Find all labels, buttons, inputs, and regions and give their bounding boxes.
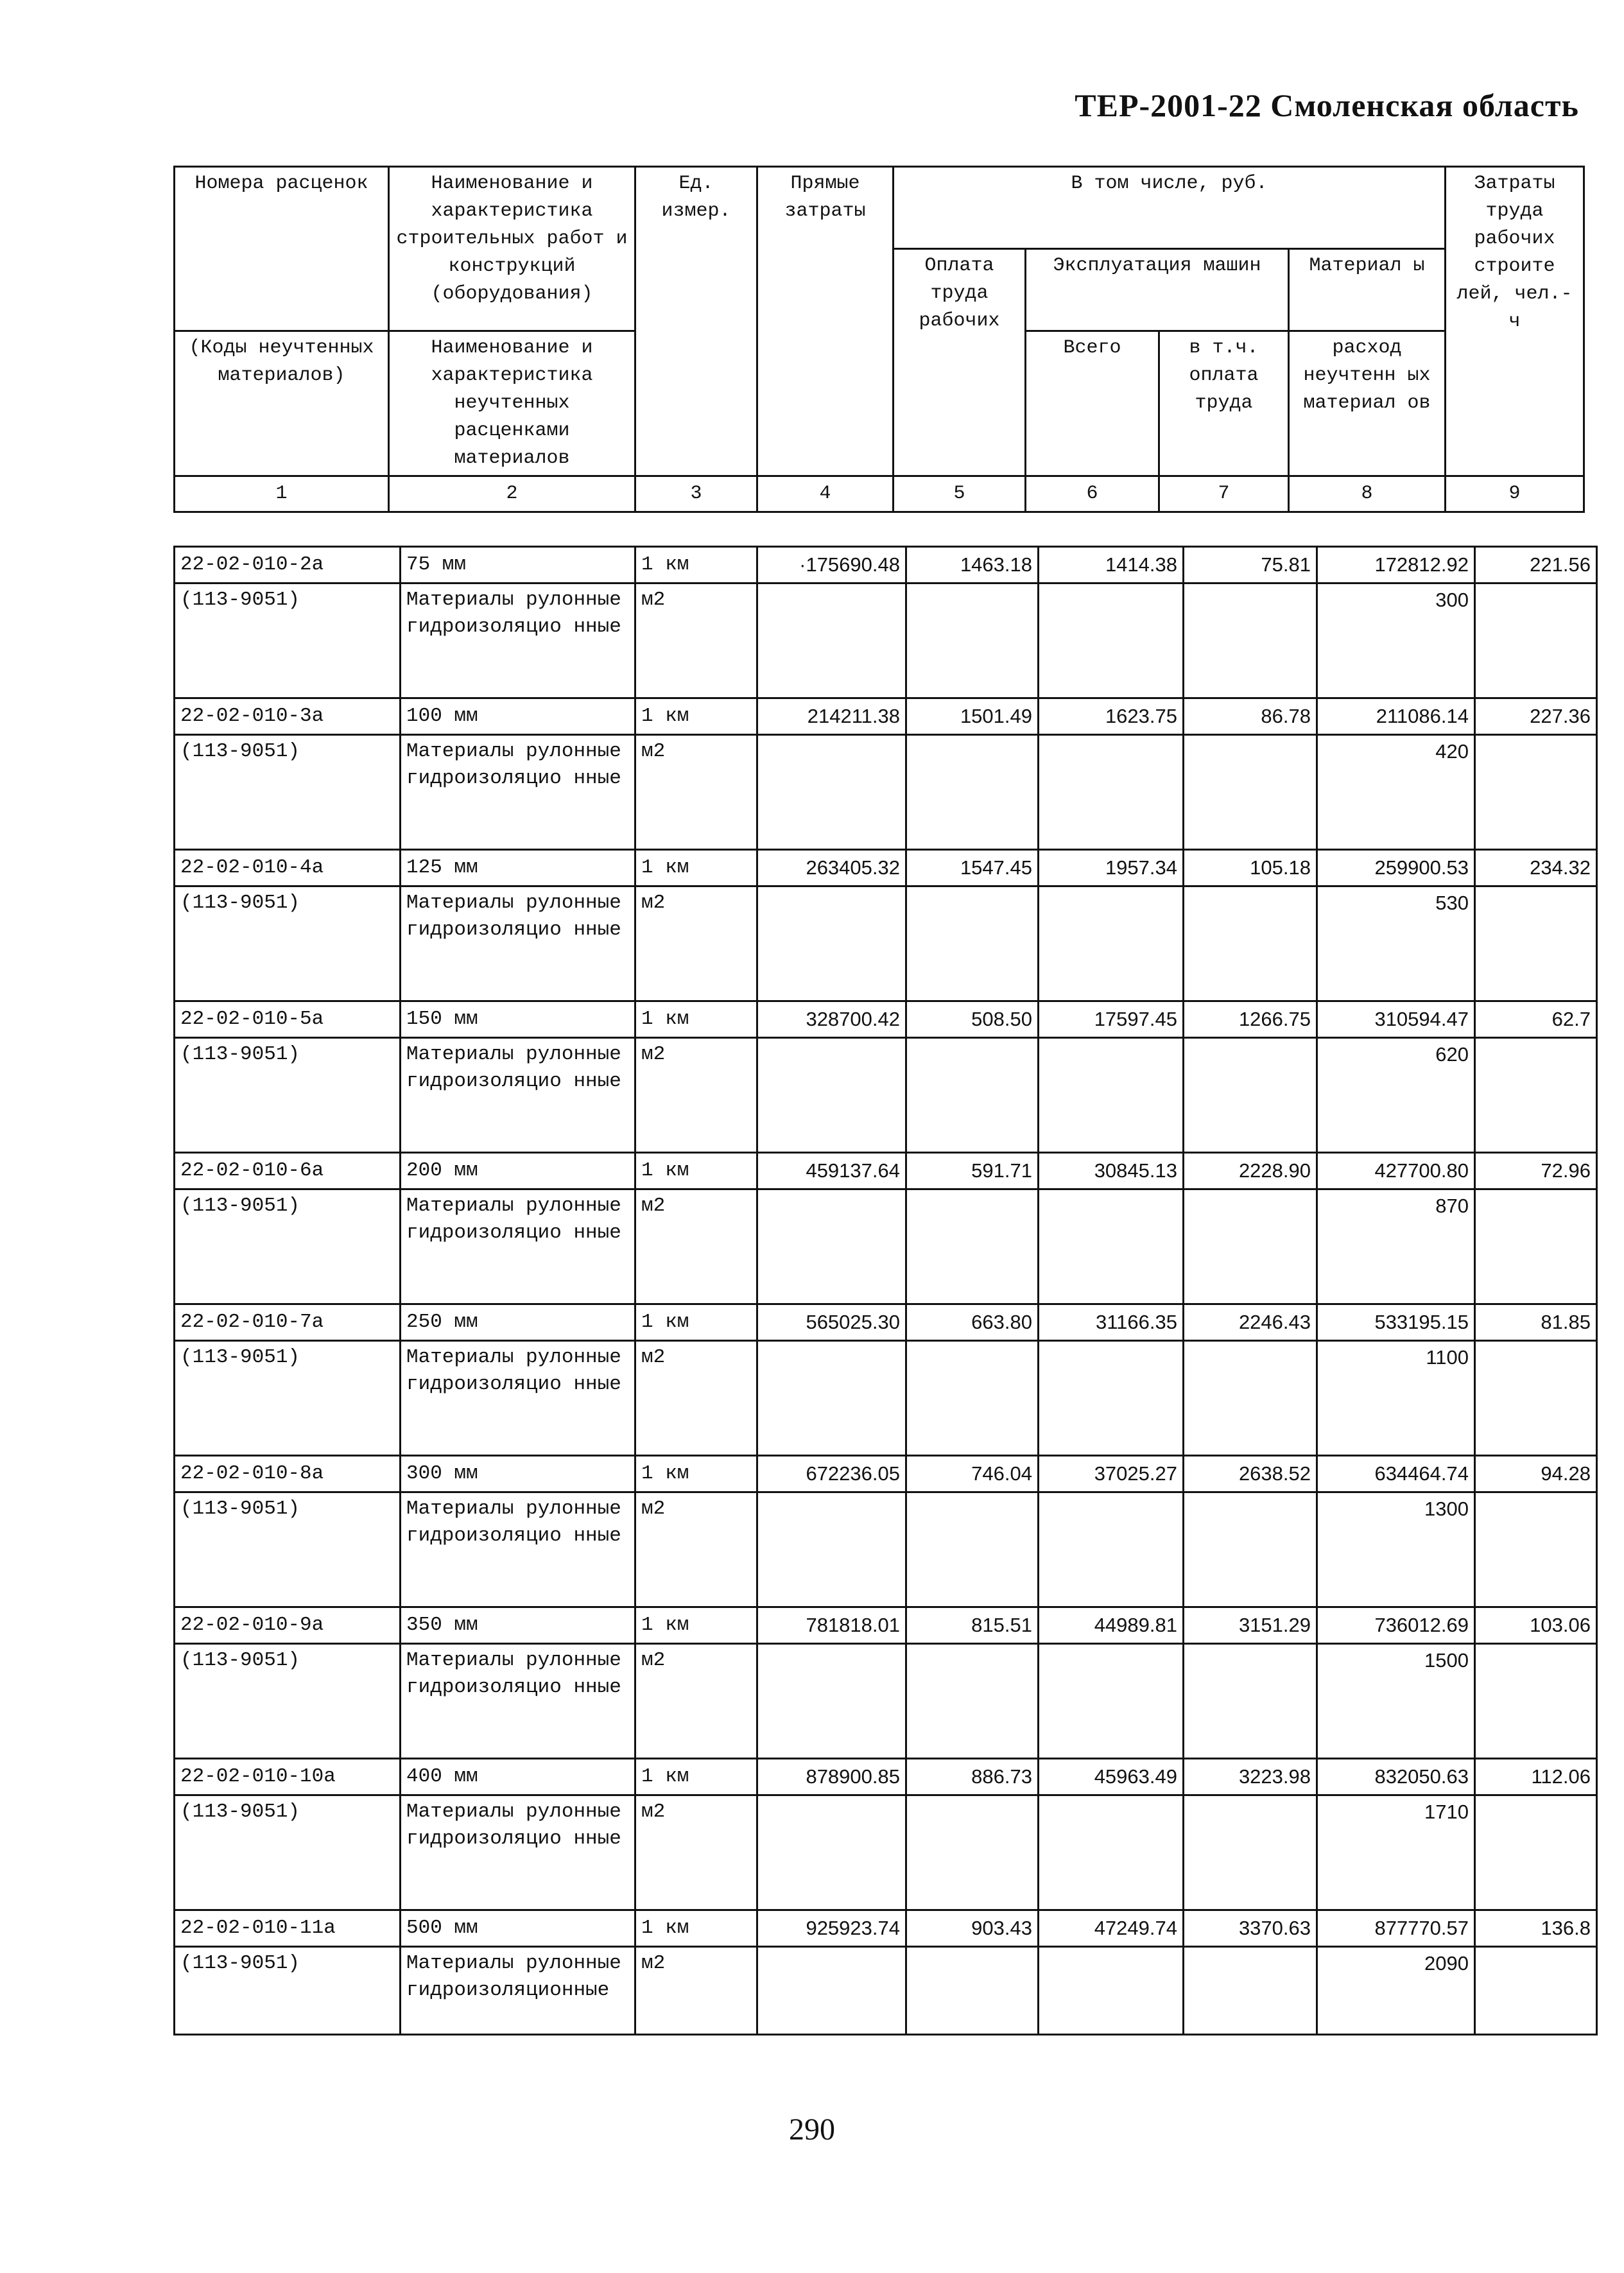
work-name: 400 мм <box>401 1759 635 1795</box>
machines-labor: 2228.90 <box>1184 1153 1317 1189</box>
material-row <box>175 1795 1597 1910</box>
labor-pay: 1501.49 <box>906 698 1039 735</box>
machines-total: 1414.38 <box>1039 547 1184 583</box>
direct-costs: 263405.32 <box>757 850 906 886</box>
header-machines: Эксплуатация машин <box>1026 249 1289 331</box>
empty-cell <box>906 1644 1039 1759</box>
labor-hours: 81.85 <box>1475 1304 1597 1341</box>
materials-cost: 736012.69 <box>1317 1607 1475 1644</box>
header-material-codes: (Коды неучтенных материалов) <box>175 331 389 476</box>
material-quantity: 1300 <box>1317 1492 1475 1607</box>
header-unaccounted-materials: расход неучтенн ых материал ов <box>1289 331 1446 476</box>
direct-costs: 925923.74 <box>757 1910 906 1947</box>
table-row <box>175 1304 1597 1341</box>
material-name: Материалы рулонные гидроизоляцио нные <box>401 1492 635 1607</box>
empty-cell <box>1184 886 1317 1001</box>
material-unit: м2 <box>635 1189 757 1304</box>
direct-costs: 781818.01 <box>757 1607 906 1644</box>
empty-cell <box>1184 1644 1317 1759</box>
work-name: 500 мм <box>401 1910 635 1947</box>
empty-cell <box>1039 1189 1184 1304</box>
labor-pay: 903.43 <box>906 1910 1039 1947</box>
material-row <box>175 1644 1597 1759</box>
materials-cost: 172812.92 <box>1317 547 1475 583</box>
empty-cell <box>906 1492 1039 1607</box>
material-quantity: 1710 <box>1317 1795 1475 1910</box>
material-quantity: 870 <box>1317 1189 1475 1304</box>
material-unit: м2 <box>635 1492 757 1607</box>
material-row <box>175 1341 1597 1456</box>
empty-cell <box>906 735 1039 850</box>
rates-table <box>173 546 1598 2035</box>
machines-labor: 3151.29 <box>1184 1607 1317 1644</box>
material-unit: м2 <box>635 1795 757 1910</box>
work-name: 200 мм <box>401 1153 635 1189</box>
empty-cell <box>1039 1947 1184 2035</box>
rate-code: 22-02-010-2а <box>175 547 401 583</box>
labor-pay: 1463.18 <box>906 547 1039 583</box>
labor-pay: 1547.45 <box>906 850 1039 886</box>
material-name: Материалы рулонные гидроизоляцио нные <box>401 735 635 850</box>
direct-costs: ·175690.48 <box>757 547 906 583</box>
empty-cell <box>1039 1644 1184 1759</box>
materials-cost: 427700.80 <box>1317 1153 1475 1189</box>
empty-cell <box>1184 1189 1317 1304</box>
material-code: (113-9051) <box>175 1644 401 1759</box>
table-row <box>175 850 1597 886</box>
material-row <box>175 1947 1597 2035</box>
labor-hours: 112.06 <box>1475 1759 1597 1795</box>
unit: 1 км <box>635 1456 757 1492</box>
labor-hours: 234.32 <box>1475 850 1597 886</box>
empty-cell <box>1039 1492 1184 1607</box>
empty-cell <box>906 1795 1039 1910</box>
machines-total: 47249.74 <box>1039 1910 1184 1947</box>
header-labor-hours: Затраты труда рабочих строите лей, чел.-ч <box>1446 167 1584 476</box>
empty-cell <box>757 1947 906 2035</box>
machines-labor: 2246.43 <box>1184 1304 1317 1341</box>
empty-cell <box>1039 583 1184 698</box>
machines-total: 1957.34 <box>1039 850 1184 886</box>
column-number: 1 <box>175 476 389 512</box>
unit: 1 км <box>635 1607 757 1644</box>
empty-cell <box>1039 886 1184 1001</box>
material-code: (113-9051) <box>175 1189 401 1304</box>
direct-costs: 459137.64 <box>757 1153 906 1189</box>
work-name: 125 мм <box>401 850 635 886</box>
empty-cell <box>906 1341 1039 1456</box>
material-row <box>175 886 1597 1001</box>
unit: 1 км <box>635 547 757 583</box>
machines-labor: 3370.63 <box>1184 1910 1317 1947</box>
machines-labor: 2638.52 <box>1184 1456 1317 1492</box>
material-code: (113-9051) <box>175 1947 401 2035</box>
empty-cell <box>757 1795 906 1910</box>
empty-cell <box>1475 1492 1597 1607</box>
labor-pay: 886.73 <box>906 1759 1039 1795</box>
material-code: (113-9051) <box>175 1492 401 1607</box>
empty-cell <box>757 583 906 698</box>
unit: 1 км <box>635 1001 757 1038</box>
rate-code: 22-02-010-9а <box>175 1607 401 1644</box>
column-number: 7 <box>1159 476 1289 512</box>
labor-pay: 815.51 <box>906 1607 1039 1644</box>
direct-costs: 878900.85 <box>757 1759 906 1795</box>
material-quantity: 420 <box>1317 735 1475 850</box>
work-name: 300 мм <box>401 1456 635 1492</box>
material-unit: м2 <box>635 1038 757 1153</box>
header-materials: Материал ы <box>1289 249 1446 331</box>
material-unit: м2 <box>635 735 757 850</box>
material-code: (113-9051) <box>175 886 401 1001</box>
header-machines-labor: в т.ч. оплата труда <box>1159 331 1289 476</box>
material-row <box>175 583 1597 698</box>
labor-pay: 508.50 <box>906 1001 1039 1038</box>
table-row <box>175 698 1597 735</box>
machines-total: 1623.75 <box>1039 698 1184 735</box>
work-name: 150 мм <box>401 1001 635 1038</box>
machines-total: 31166.35 <box>1039 1304 1184 1341</box>
header-material-name: Наименование и характеристика неучтенных расценками материалов <box>389 331 635 476</box>
material-quantity: 2090 <box>1317 1947 1475 2035</box>
empty-cell <box>1039 735 1184 850</box>
material-code: (113-9051) <box>175 735 401 850</box>
table-header <box>173 166 1585 513</box>
empty-cell <box>1475 1644 1597 1759</box>
material-row <box>175 1492 1597 1607</box>
column-number: 2 <box>389 476 635 512</box>
material-row <box>175 1189 1597 1304</box>
header-unit: Ед. измер. <box>635 167 757 476</box>
header-machines-total: Всего <box>1026 331 1159 476</box>
rate-code: 22-02-010-3а <box>175 698 401 735</box>
empty-cell <box>757 1644 906 1759</box>
direct-costs: 672236.05 <box>757 1456 906 1492</box>
labor-hours: 221.56 <box>1475 547 1597 583</box>
material-quantity: 1500 <box>1317 1644 1475 1759</box>
empty-cell <box>1184 735 1317 850</box>
empty-cell <box>1184 1341 1317 1456</box>
column-number: 9 <box>1446 476 1584 512</box>
header-work-name: Наименование и характеристика строительных работ и конструкций (оборудования) <box>389 167 635 331</box>
header-labor-pay: Оплата труда рабочих <box>894 249 1026 476</box>
empty-cell <box>757 1189 906 1304</box>
labor-hours: 72.96 <box>1475 1153 1597 1189</box>
material-unit: м2 <box>635 1341 757 1456</box>
empty-cell <box>906 1189 1039 1304</box>
machines-total: 30845.13 <box>1039 1153 1184 1189</box>
table-row <box>175 1001 1597 1038</box>
materials-cost: 634464.74 <box>1317 1456 1475 1492</box>
material-quantity: 620 <box>1317 1038 1475 1153</box>
material-unit: м2 <box>635 886 757 1001</box>
labor-hours: 62.7 <box>1475 1001 1597 1038</box>
rate-code: 22-02-010-6а <box>175 1153 401 1189</box>
empty-cell <box>1475 1795 1597 1910</box>
machines-labor: 105.18 <box>1184 850 1317 886</box>
work-name: 250 мм <box>401 1304 635 1341</box>
empty-cell <box>757 1038 906 1153</box>
direct-costs: 214211.38 <box>757 698 906 735</box>
unit: 1 км <box>635 1153 757 1189</box>
materials-cost: 310594.47 <box>1317 1001 1475 1038</box>
table-row <box>175 1607 1597 1644</box>
work-name: 75 мм <box>401 547 635 583</box>
labor-hours: 103.06 <box>1475 1607 1597 1644</box>
empty-cell <box>757 1492 906 1607</box>
empty-cell <box>757 886 906 1001</box>
material-unit: м2 <box>635 1947 757 2035</box>
table-row <box>175 1910 1597 1947</box>
machines-total: 17597.45 <box>1039 1001 1184 1038</box>
machines-total: 45963.49 <box>1039 1759 1184 1795</box>
materials-cost: 877770.57 <box>1317 1910 1475 1947</box>
material-name: Материалы рулонные гидроизоляцио нные <box>401 886 635 1001</box>
material-code: (113-9051) <box>175 1795 401 1910</box>
empty-cell <box>1184 583 1317 698</box>
empty-cell <box>1475 1947 1597 2035</box>
material-name: Материалы рулонные гидроизоляцио нные <box>401 1795 635 1910</box>
work-name: 100 мм <box>401 698 635 735</box>
labor-hours: 227.36 <box>1475 698 1597 735</box>
table-row <box>175 1456 1597 1492</box>
material-code: (113-9051) <box>175 1038 401 1153</box>
machines-total: 44989.81 <box>1039 1607 1184 1644</box>
material-name: Материалы рулонные гидроизоляцио нные <box>401 1644 635 1759</box>
empty-cell <box>906 1038 1039 1153</box>
rate-code: 22-02-010-8а <box>175 1456 401 1492</box>
direct-costs: 565025.30 <box>757 1304 906 1341</box>
document-title: ТЕР-2001-22 Смоленская область <box>1075 87 1579 123</box>
materials-cost: 832050.63 <box>1317 1759 1475 1795</box>
machines-labor: 3223.98 <box>1184 1759 1317 1795</box>
table-row <box>175 547 1597 583</box>
empty-cell <box>1184 1492 1317 1607</box>
material-name: Материалы рулонные гидроизоляционные <box>401 1947 635 2035</box>
materials-cost: 533195.15 <box>1317 1304 1475 1341</box>
labor-pay: 746.04 <box>906 1456 1039 1492</box>
material-unit: м2 <box>635 1644 757 1759</box>
unit: 1 км <box>635 1759 757 1795</box>
labor-hours: 94.28 <box>1475 1456 1597 1492</box>
column-number: 5 <box>894 476 1026 512</box>
material-code: (113-9051) <box>175 1341 401 1456</box>
material-code: (113-9051) <box>175 583 401 698</box>
empty-cell <box>906 1947 1039 2035</box>
labor-pay: 591.71 <box>906 1153 1039 1189</box>
unit: 1 км <box>635 850 757 886</box>
unit: 1 км <box>635 698 757 735</box>
column-number: 8 <box>1289 476 1446 512</box>
header-direct-costs: Прямые затраты <box>757 167 894 476</box>
empty-cell <box>1039 1341 1184 1456</box>
direct-costs: 328700.42 <box>757 1001 906 1038</box>
material-quantity: 530 <box>1317 886 1475 1001</box>
empty-cell <box>1475 886 1597 1001</box>
empty-cell <box>906 886 1039 1001</box>
column-number: 4 <box>757 476 894 512</box>
empty-cell <box>1475 1341 1597 1456</box>
empty-cell <box>1475 1038 1597 1153</box>
empty-cell <box>757 1341 906 1456</box>
rate-code: 22-02-010-7а <box>175 1304 401 1341</box>
material-name: Материалы рулонные гидроизоляцио нные <box>401 1038 635 1153</box>
column-number: 6 <box>1026 476 1159 512</box>
machines-labor: 86.78 <box>1184 698 1317 735</box>
table-row <box>175 1759 1597 1795</box>
machines-labor: 75.81 <box>1184 547 1317 583</box>
material-name: Материалы рулонные гидроизоляцио нные <box>401 1341 635 1456</box>
header-including: В том числе, руб. <box>894 167 1446 249</box>
empty-cell <box>1475 1189 1597 1304</box>
rate-code: 22-02-010-4а <box>175 850 401 886</box>
materials-cost: 211086.14 <box>1317 698 1475 735</box>
empty-cell <box>1184 1795 1317 1910</box>
labor-pay: 663.80 <box>906 1304 1039 1341</box>
empty-cell <box>906 583 1039 698</box>
rate-code: 22-02-010-10а <box>175 1759 401 1795</box>
empty-cell <box>1039 1795 1184 1910</box>
material-quantity: 1100 <box>1317 1341 1475 1456</box>
rate-code: 22-02-010-5а <box>175 1001 401 1038</box>
empty-cell <box>1184 1038 1317 1153</box>
machines-total: 37025.27 <box>1039 1456 1184 1492</box>
work-name: 350 мм <box>401 1607 635 1644</box>
rate-code: 22-02-010-11а <box>175 1910 401 1947</box>
column-number: 3 <box>635 476 757 512</box>
material-unit: м2 <box>635 583 757 698</box>
machines-labor: 1266.75 <box>1184 1001 1317 1038</box>
table-row <box>175 1153 1597 1189</box>
empty-cell <box>757 735 906 850</box>
empty-cell <box>1184 1947 1317 2035</box>
material-row <box>175 735 1597 850</box>
unit: 1 км <box>635 1910 757 1947</box>
header-rate-numbers: Номера расценок <box>175 167 389 331</box>
materials-cost: 259900.53 <box>1317 850 1475 886</box>
empty-cell <box>1475 735 1597 850</box>
material-quantity: 300 <box>1317 583 1475 698</box>
page-number: 290 <box>789 2113 835 2147</box>
unit: 1 км <box>635 1304 757 1341</box>
material-row <box>175 1038 1597 1153</box>
labor-hours: 136.8 <box>1475 1910 1597 1947</box>
material-name: Материалы рулонные гидроизоляцио нные <box>401 1189 635 1304</box>
empty-cell <box>1039 1038 1184 1153</box>
material-name: Материалы рулонные гидроизоляцио нные <box>401 583 635 698</box>
empty-cell <box>1475 583 1597 698</box>
